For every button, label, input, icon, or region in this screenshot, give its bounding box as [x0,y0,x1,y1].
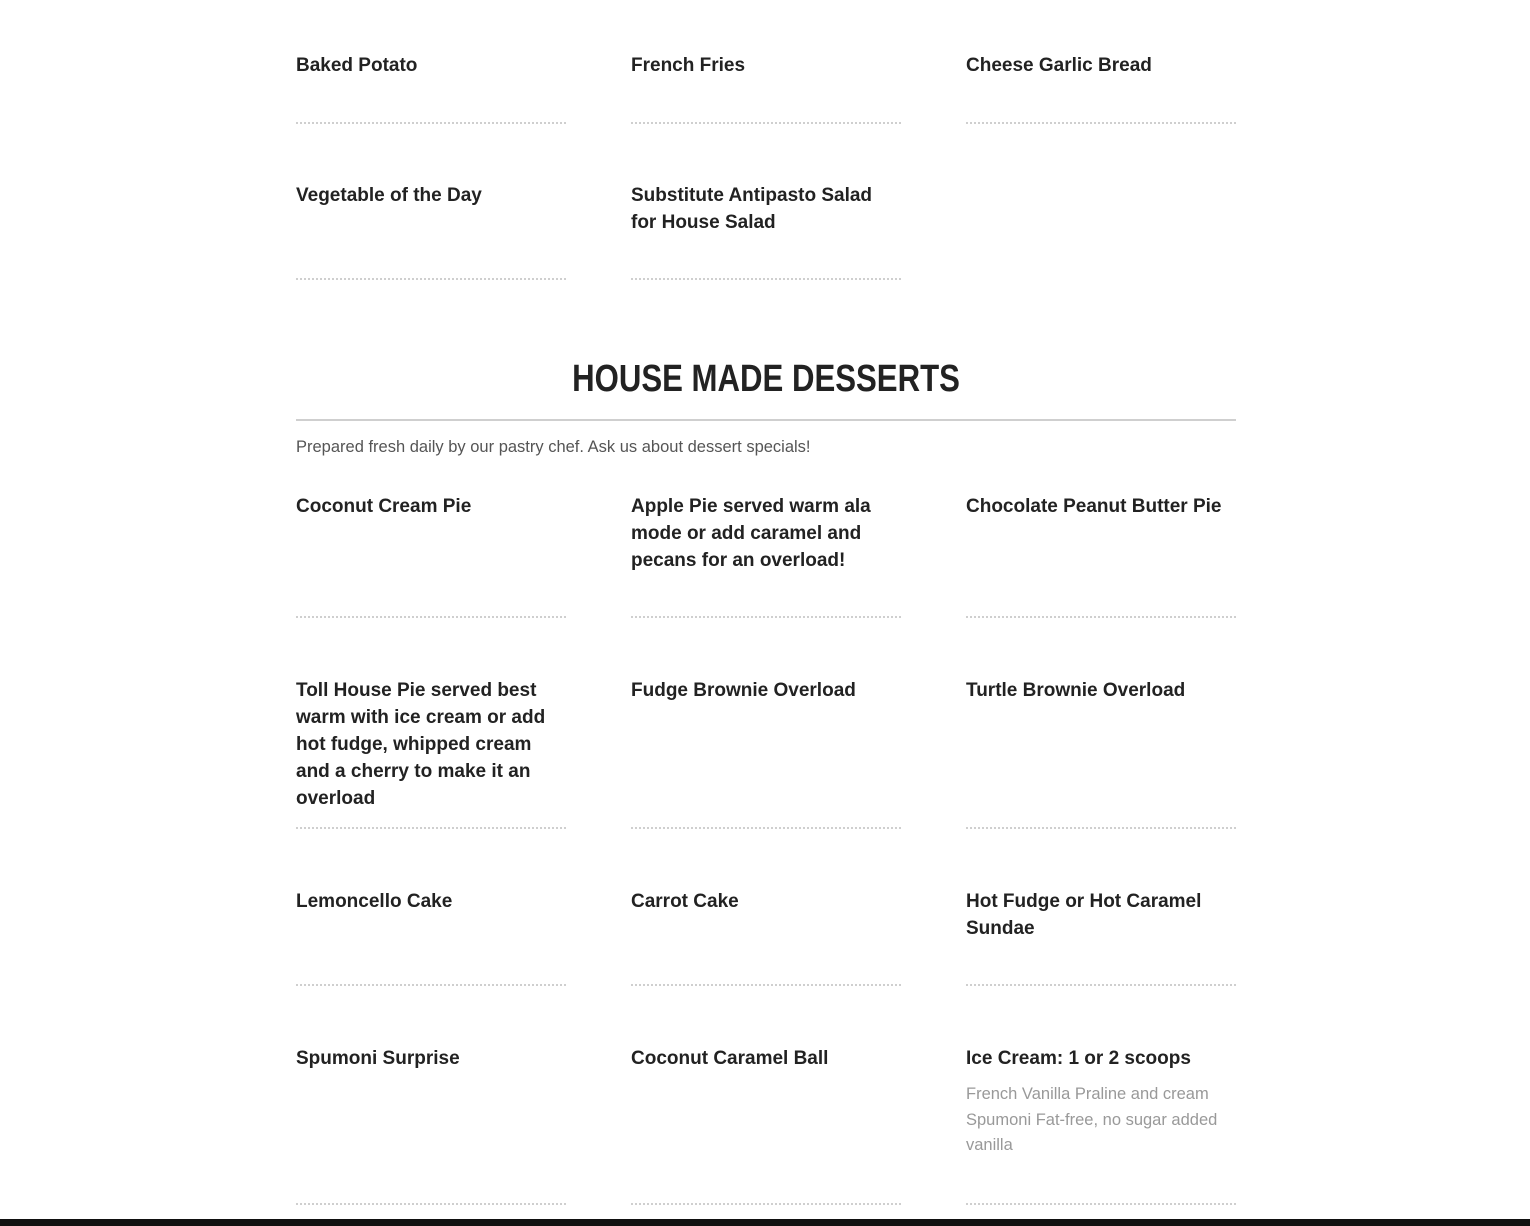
menu-item-name: Hot Fudge or Hot Caramel Sundae [966,891,1202,939]
menu-item-name: Apple Pie served warm ala mode or add caramel and pecans for an overload! [631,496,871,571]
menu-item-name: Substitute Antipasto Salad for House Salad [631,185,873,233]
menu-item [631,493,901,574]
dotted-divider [631,278,901,280]
menu-item [296,52,566,79]
menu-item-name: Coconut Caramel Ball [631,1048,829,1069]
menu-item [966,52,1236,79]
menu-item-name: Fudge Brownie Overload [631,680,856,701]
dotted-divider [631,1203,901,1205]
dotted-divider [966,984,1236,986]
menu-item [966,1045,1236,1159]
menu-item [631,888,901,915]
menu-item [631,677,901,704]
menu-item-name: Turtle Brownie Overload [966,680,1186,701]
menu-item-name: Lemoncello Cake [296,891,453,912]
menu-item [966,677,1236,704]
dotted-divider [631,984,901,986]
dotted-divider [966,616,1236,618]
section-title: HOUSE MADE DESSERTS [572,358,960,400]
dotted-divider [296,1203,566,1205]
dotted-divider [296,984,566,986]
dotted-divider [631,827,901,829]
section-intro: Prepared fresh daily by our pastry chef. Ask us about dessert specials! [296,438,811,456]
section-divider [296,419,1236,421]
menu-item [966,888,1236,942]
menu-item-name: Cheese Garlic Bread [966,55,1152,76]
dotted-divider [631,122,901,124]
dotted-divider [296,278,566,280]
menu-item [631,182,901,236]
menu-item [296,182,566,209]
menu-item [296,493,566,520]
menu-item-name: Toll House Pie served best warm with ice cream or add hot fudge, whipped cream and a cherry to make it an overload [296,680,546,809]
menu-item [296,1045,566,1072]
menu-item-name: Vegetable of the Day [296,185,482,206]
menu-item-name: Baked Potato [296,55,418,76]
menu-item-name: Coconut Cream Pie [296,496,472,517]
menu-item-name: Ice Cream: 1 or 2 scoops [966,1048,1191,1069]
menu-item [966,493,1236,520]
menu-item-name: Carrot Cake [631,891,739,912]
dotted-divider [631,616,901,618]
menu-item [631,52,901,79]
menu-item [296,677,566,812]
menu-item-name: Chocolate Peanut Butter Pie [966,496,1222,517]
dotted-divider [966,827,1236,829]
dotted-divider [296,827,566,829]
menu-item [296,888,566,915]
menu-item-name: French Fries [631,55,746,76]
menu-item-description: French Vanilla Praline and cream Spumoni Fat-free, no sugar added vanilla [966,1085,1218,1154]
menu-item [631,1045,901,1072]
menu-item-name: Spumoni Surprise [296,1048,460,1069]
dotted-divider [966,122,1236,124]
dotted-divider [966,1203,1236,1205]
dotted-divider [296,616,566,618]
dotted-divider [296,122,566,124]
footer-bar [0,1219,1530,1226]
